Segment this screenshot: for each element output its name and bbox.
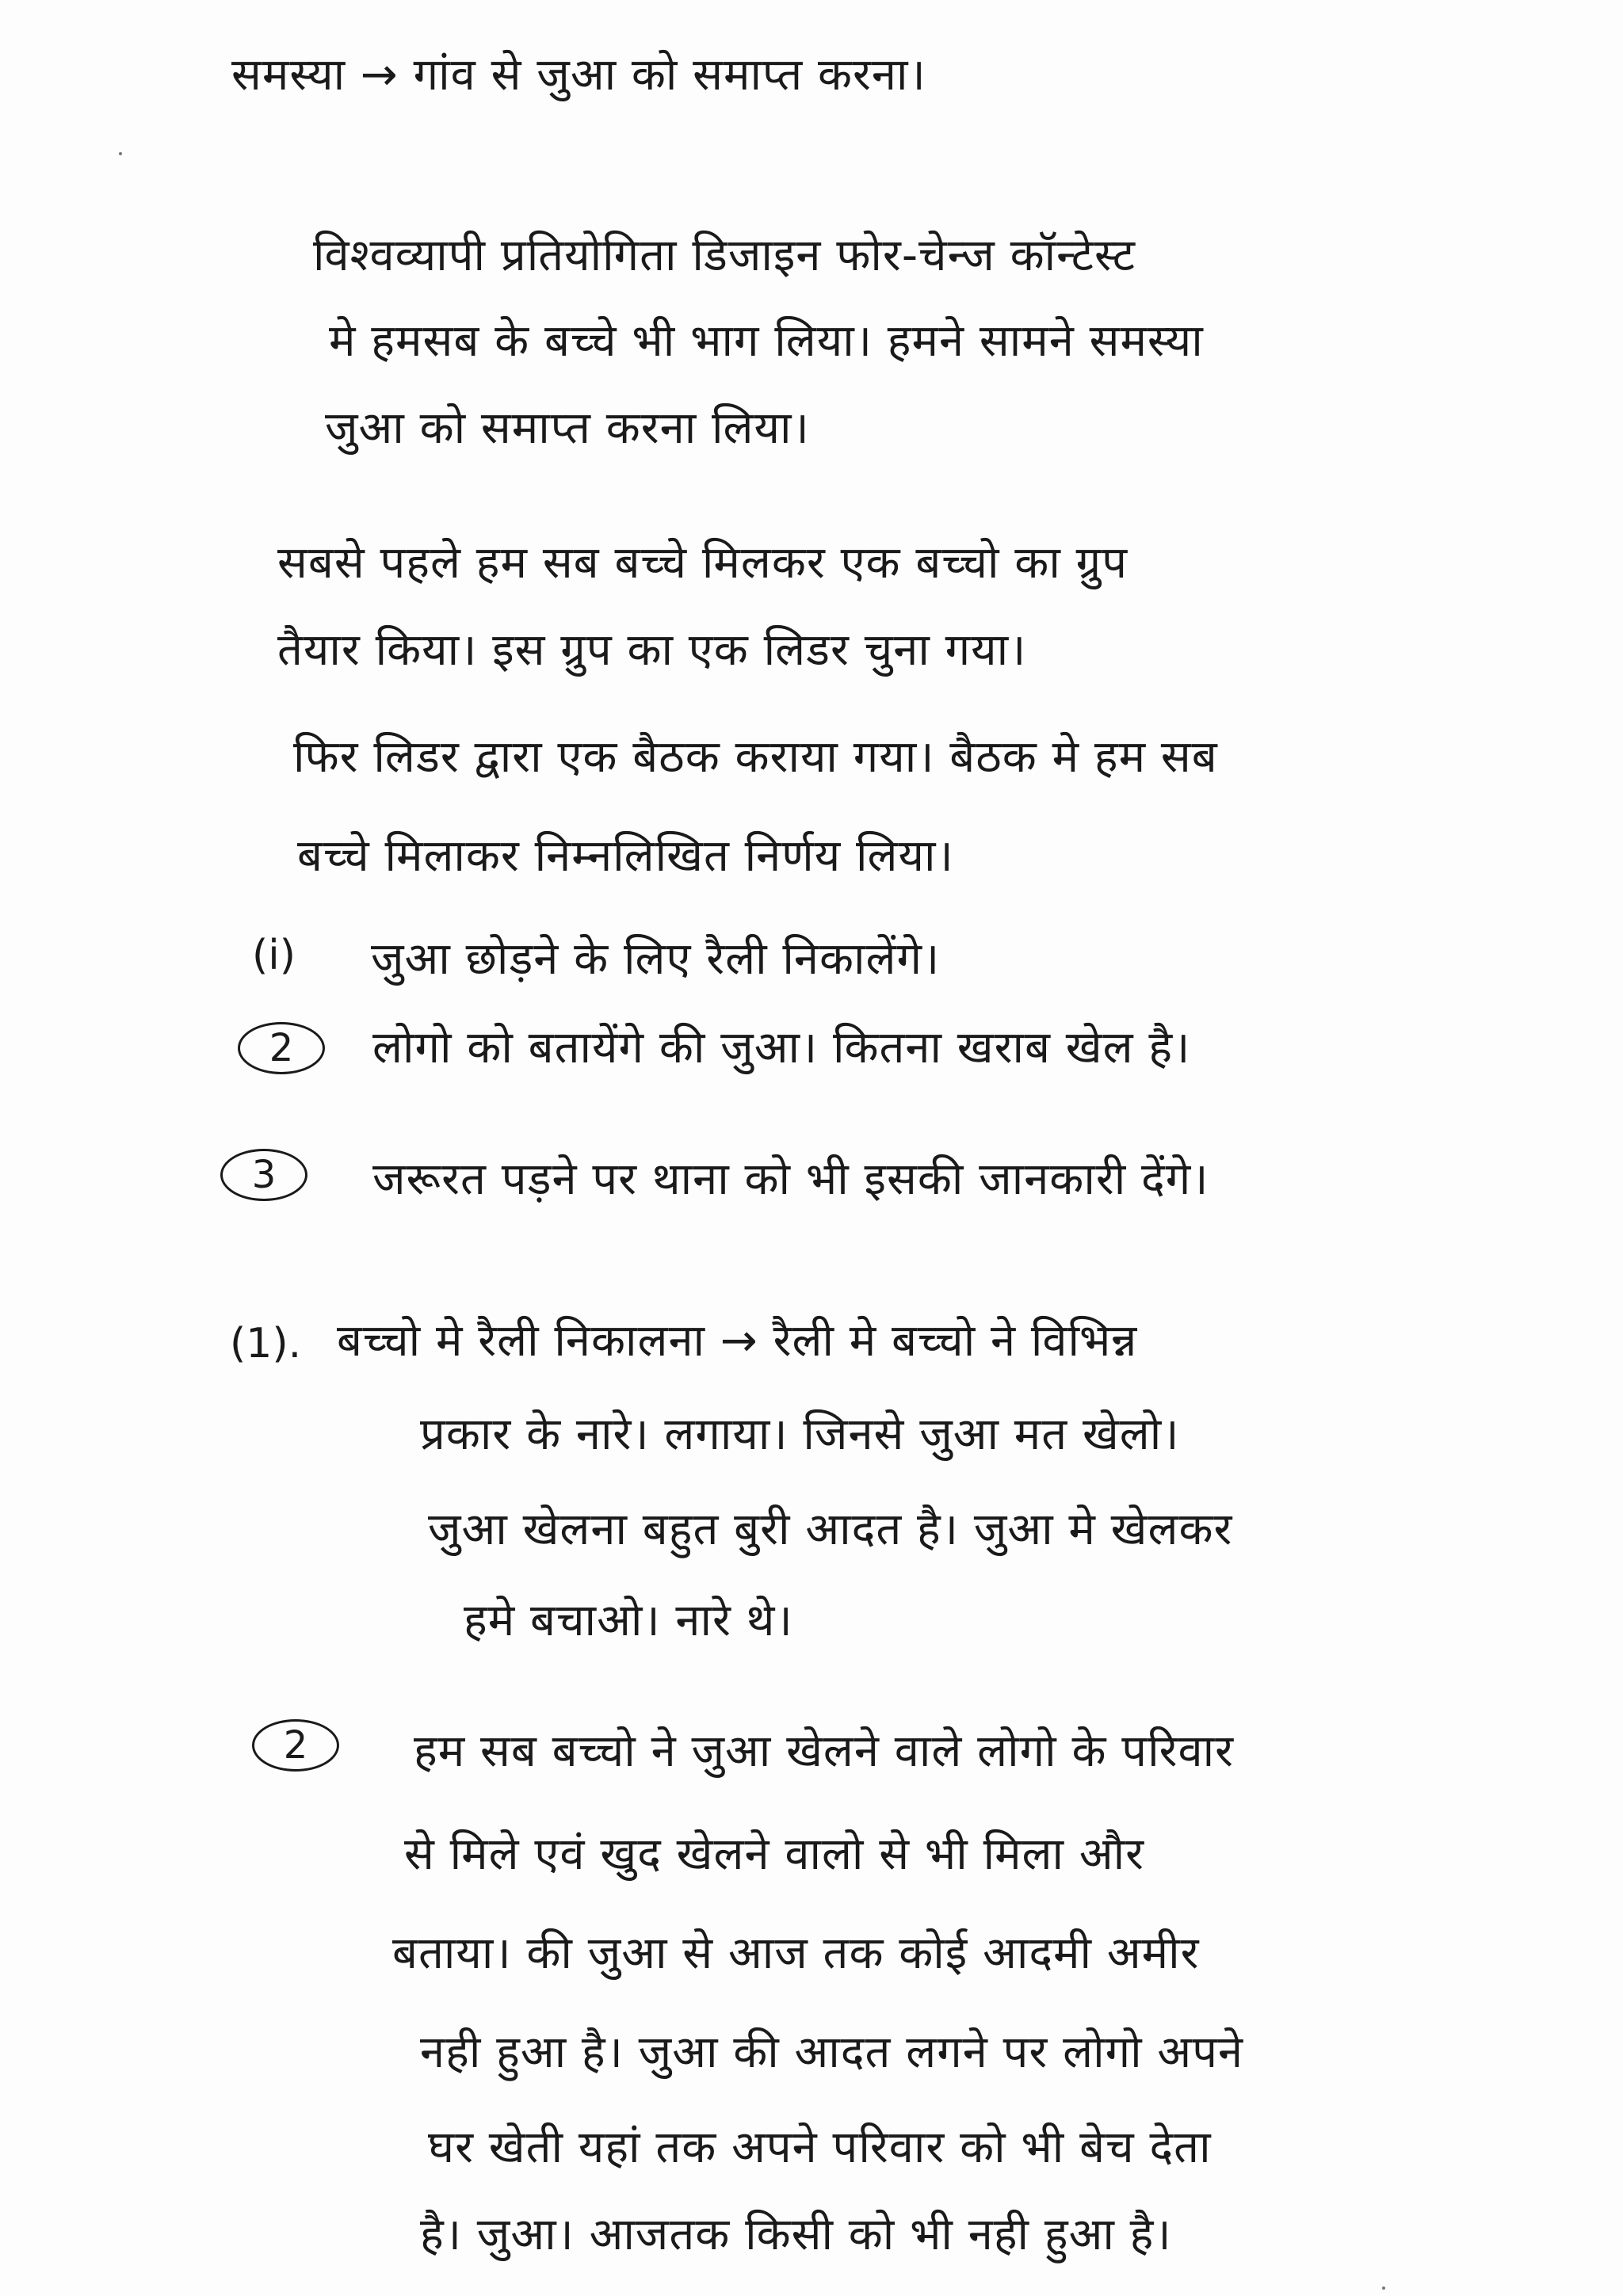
meeting-paragraph-line: फिर लिडर द्वारा एक बैठक कराया गया। बैठक मे हम सब [293, 731, 1218, 783]
point-marker: (1). [230, 1320, 302, 1367]
point2-line: बताया। की जुआ से आज तक कोई आदमी अमीर [392, 1928, 1200, 1979]
intro-line: जुआ को समाप्त करना लिया। [325, 402, 810, 454]
scan-speck [119, 152, 122, 155]
point2-line: है। जुआ। आजतक किसी को भी नही हुआ है। [420, 2209, 1172, 2260]
scan-speck [1382, 2286, 1385, 2290]
decision-marker: 2 [238, 1022, 325, 1074]
point2-line: हम सब बच्चो ने जुआ खेलने वाले लोगो के परिवार [414, 1726, 1235, 1777]
point-marker: 2 [252, 1719, 339, 1772]
page-heading: समस्या → गांव से जुआ को समाप्त करना। [231, 49, 926, 101]
group-paragraph-line: सबसे पहले हम सब बच्चे मिलकर एक बच्चो का ग्रुप [277, 537, 1128, 589]
point1-line: प्रकार के नारे। लगाया। जिनसे जुआ मत खेलो। [420, 1409, 1180, 1460]
decision-marker: 3 [220, 1149, 307, 1201]
point2-line: नही हुआ है। जुआ की आदत लगने पर लोगो अपने [420, 2027, 1244, 2078]
intro-line: मे हमसब के बच्चे भी भाग लिया। हमने सामने समस्या [329, 315, 1204, 367]
group-paragraph-line: तैयार किया। इस ग्रुप का एक लिडर चुना गया। [277, 624, 1027, 676]
point1-line: हमे बचाओ। नारे थे। [464, 1595, 793, 1646]
point1-line: बच्चो मे रैली निकालना → रैली मे बच्चो ने विभिन्न [337, 1315, 1138, 1367]
decision-marker: (i) [252, 932, 296, 979]
meeting-paragraph-line: बच्चे मिलाकर निम्नलिखित निर्णय लिया। [297, 830, 954, 882]
point2-line: से मिले एवं खुद खेलने वालो से भी मिला और [404, 1829, 1145, 1880]
decision-item: जरूरत पड़ने पर थाना को भी इसकी जानकारी देंगे। [372, 1154, 1209, 1205]
point1-line: जुआ खेलना बहुत बुरी आदत है। जुआ मे खेलकर [428, 1504, 1233, 1555]
intro-line: विश्वव्यापी प्रतियोगिता डिजाइन फोर-चेन्ज कॉन्टेस्ट [313, 230, 1136, 281]
point2-line: घर खेती यहां तक अपने परिवार को भी बेच देता [428, 2122, 1212, 2173]
decision-item: लोगो को बतायेंगे की जुआ। कितना खराब खेल है। [372, 1022, 1191, 1074]
decision-item: जुआ छोड़ने के लिए रैली निकालेंगे। [371, 933, 941, 985]
